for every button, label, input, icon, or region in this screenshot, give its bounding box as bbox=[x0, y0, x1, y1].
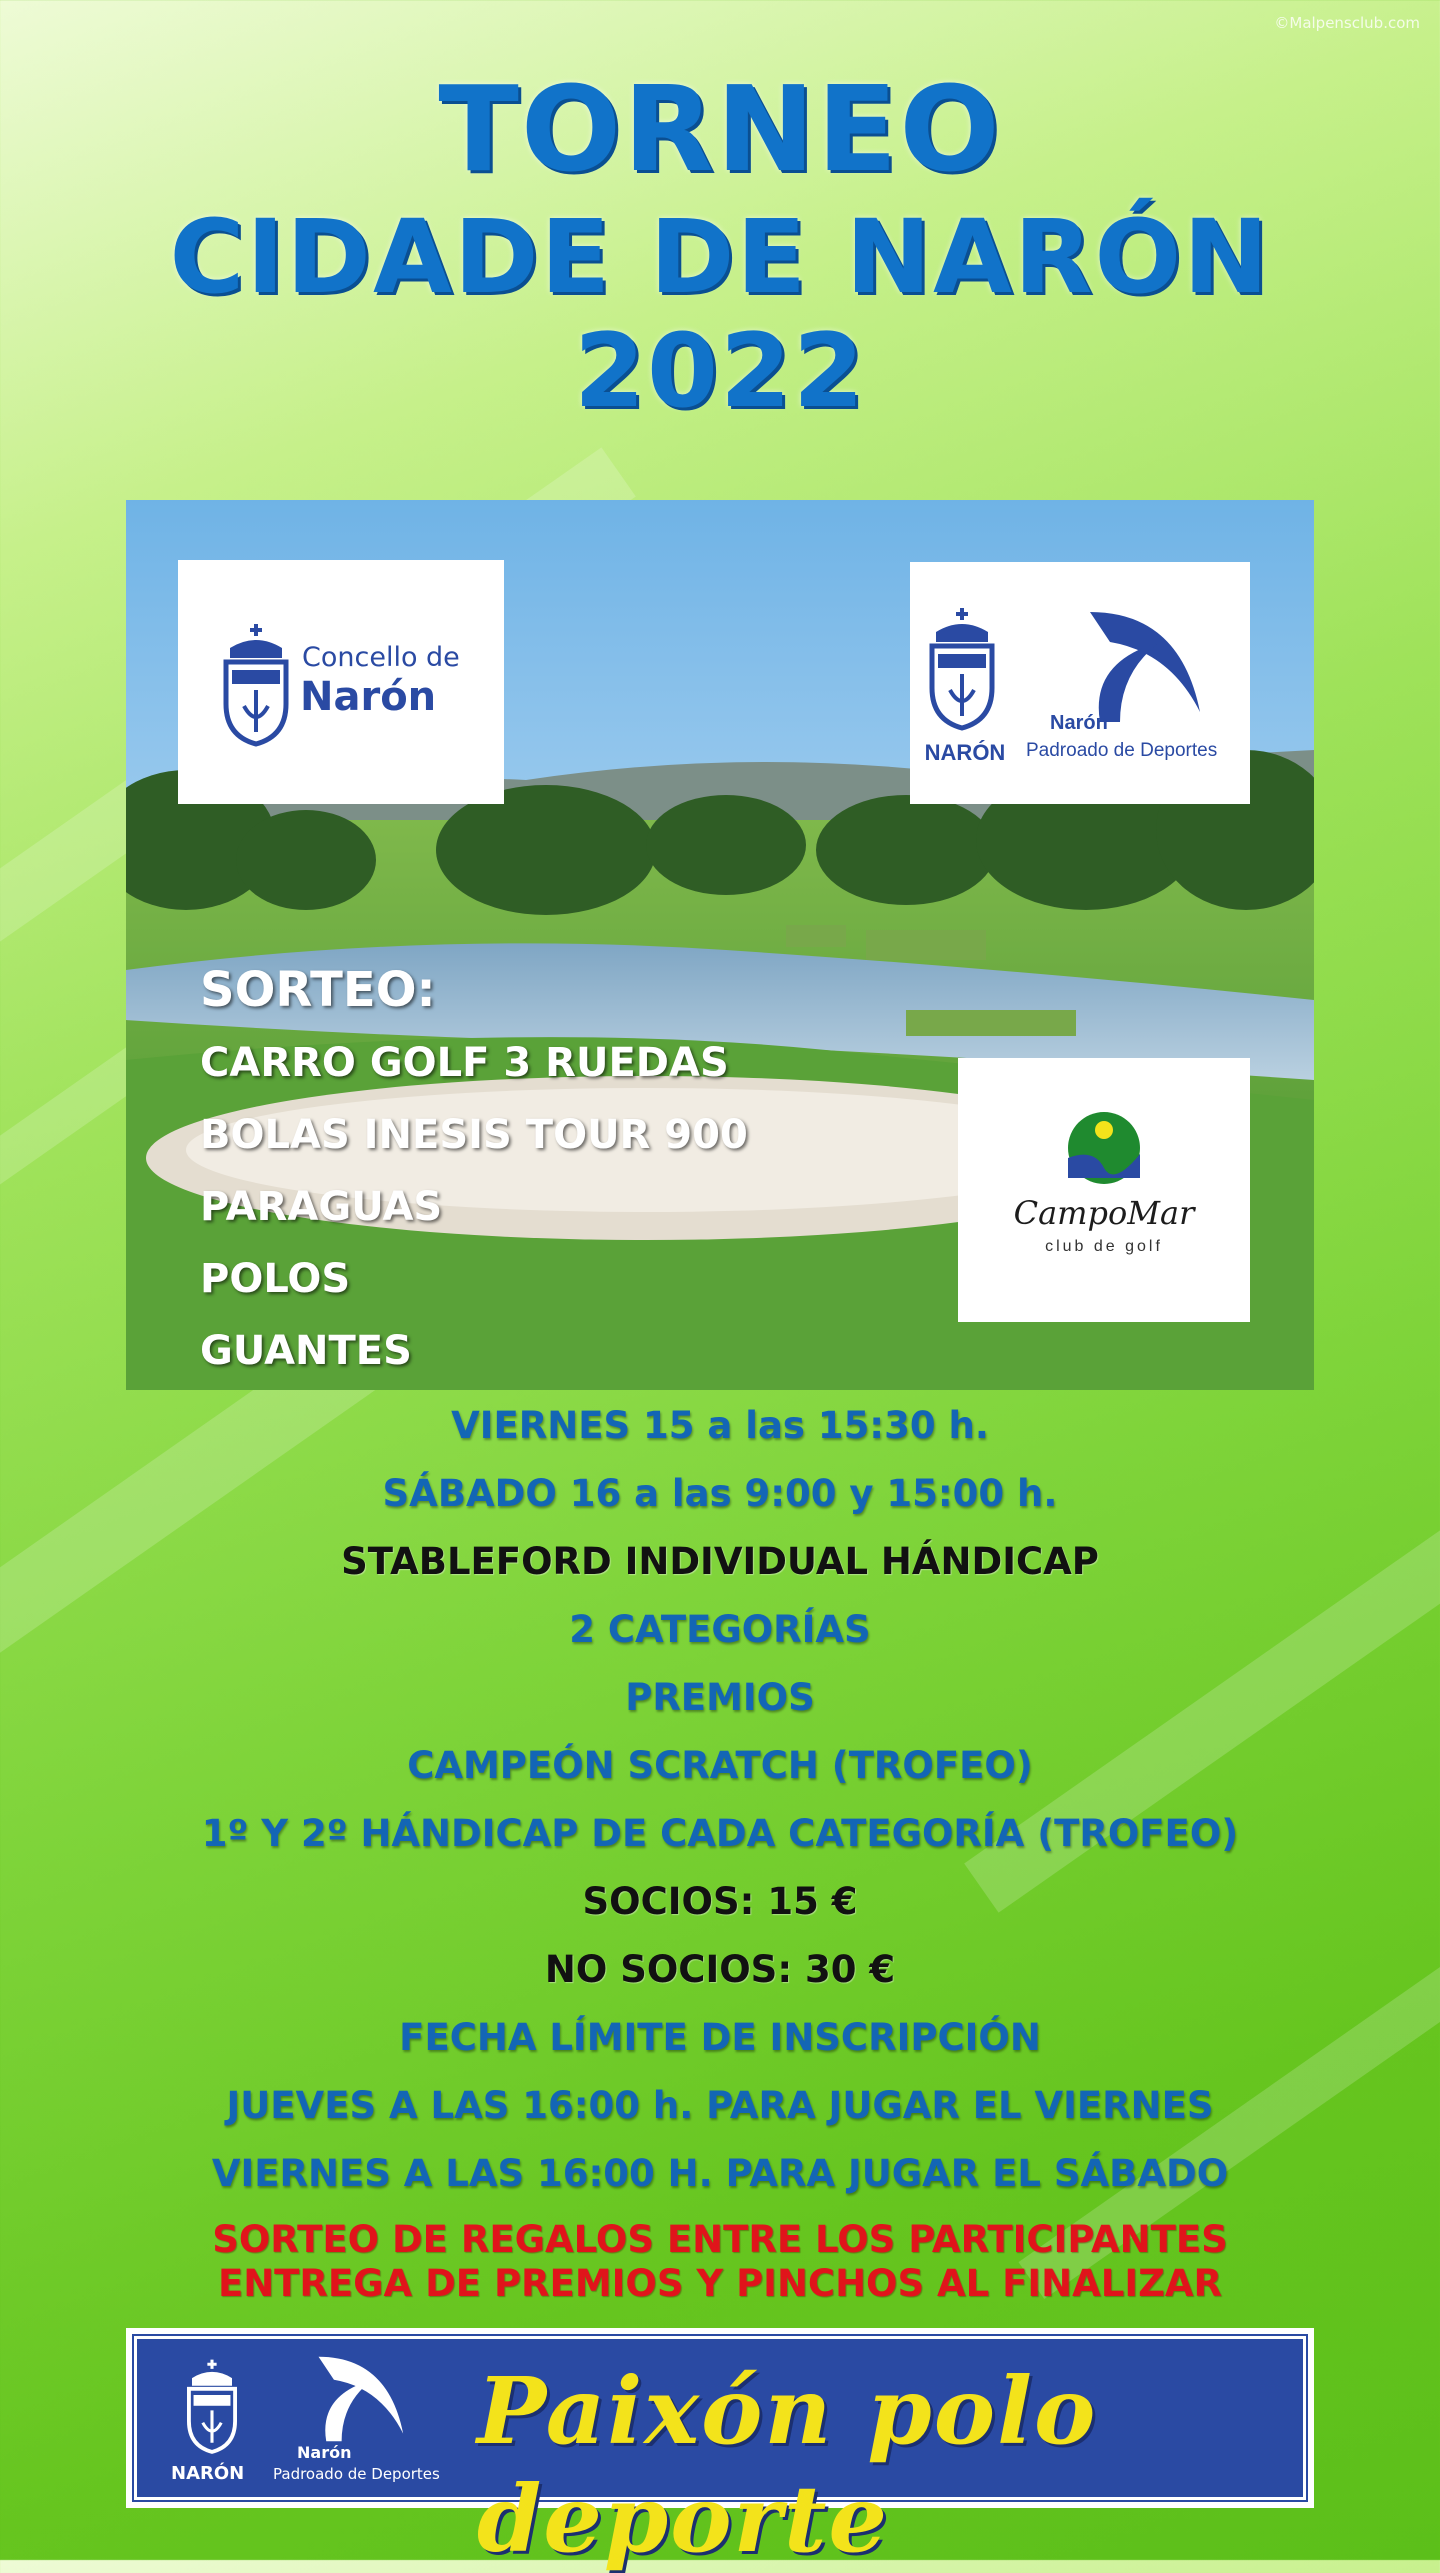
banner-crest-caption: NARÓN bbox=[171, 2463, 245, 2484]
awards-note: ENTREGA DE PREMIOS Y PINCHOS AL FINALIZAR bbox=[217, 2262, 1223, 2305]
deadline-friday: JUEVES A LAS 16:00 h. PARA JUGAR EL VIERNES bbox=[226, 2084, 1214, 2127]
crest-caption: NARÓN bbox=[924, 740, 1006, 765]
deadline-saturday: VIERNES A LAS 16:00 H. PARA JUGAR EL SÁBADO bbox=[211, 2152, 1229, 2195]
banner-org-name: Narón bbox=[297, 2443, 352, 2462]
padroado-name: Narón bbox=[1050, 712, 1108, 734]
prize-scratch: CAMPEÓN SCRATCH (TROFEO) bbox=[407, 1744, 1033, 1787]
price-members: SOCIOS: 15 € bbox=[582, 1880, 858, 1923]
sorteo-item: PARAGUAS bbox=[200, 1184, 443, 1230]
prizes-heading: PREMIOS bbox=[625, 1676, 815, 1719]
title-line-2: CIDADE DE NARÓN bbox=[169, 198, 1271, 317]
watermark: ©Malpensclub.com bbox=[1274, 14, 1420, 32]
padroado-swoosh-icon bbox=[297, 2349, 417, 2449]
padroado-subtitle: Padroado de Deportes bbox=[1026, 740, 1218, 761]
prize-handicap: 1º Y 2º HÁNDICAP DE CADA CATEGORÍA (TROFEO) bbox=[201, 1812, 1239, 1855]
campomar-name: CampoMar bbox=[1013, 1194, 1195, 1232]
padroado-deportes-logo bbox=[910, 562, 1250, 804]
concello-label: Concello de bbox=[302, 642, 460, 673]
gift-raffle-note: SORTEO DE REGALOS ENTRE LOS PARTICIPANTES bbox=[212, 2218, 1228, 2261]
price-non-members: NO SOCIOS: 30 € bbox=[544, 1948, 896, 1991]
naron-crest-icon bbox=[177, 2355, 247, 2455]
registration-deadline-heading: FECHA LÍMITE DE INSCRIPCIÓN bbox=[399, 2016, 1041, 2059]
campomar-subtitle: club de golf bbox=[1045, 1238, 1163, 1255]
naron-crest-icon bbox=[922, 602, 1002, 732]
campomar-emblem-icon bbox=[1054, 1108, 1154, 1188]
banner-slogan: Paixón polo deporte bbox=[477, 2357, 1098, 2573]
concello-name: Narón bbox=[300, 674, 437, 720]
naron-crest-icon bbox=[216, 618, 296, 748]
schedule-saturday: SÁBADO 16 a las 9:00 y 15:00 h. bbox=[382, 1472, 1058, 1515]
sorteo-item: GUANTES bbox=[200, 1328, 412, 1374]
banner-panel bbox=[134, 2336, 1306, 2573]
title-line-1: TORNEO bbox=[438, 60, 1002, 198]
sorteo-item: POLOS bbox=[200, 1256, 351, 1302]
sorteo-item: CARRO GOLF 3 RUEDAS bbox=[200, 1040, 729, 1086]
bottom-banner bbox=[126, 2328, 1314, 2573]
schedule-friday: VIERNES 15 a las 15:30 h. bbox=[451, 1404, 989, 1447]
golf-course-photo bbox=[126, 500, 1314, 1390]
banner-org-subtitle: Padroado de Deportes bbox=[273, 2465, 440, 2483]
sorteo-item: BOLAS INESIS TOUR 900 bbox=[200, 1112, 748, 1158]
campomar-logo bbox=[958, 1058, 1250, 1322]
game-format: STABLEFORD INDIVIDUAL HÁNDICAP bbox=[341, 1540, 1099, 1583]
categories: 2 CATEGORÍAS bbox=[569, 1608, 871, 1651]
sorteo-title: SORTEO: bbox=[200, 962, 436, 1018]
concello-naron-logo bbox=[178, 560, 504, 804]
title-line-3: 2022 bbox=[574, 312, 866, 431]
